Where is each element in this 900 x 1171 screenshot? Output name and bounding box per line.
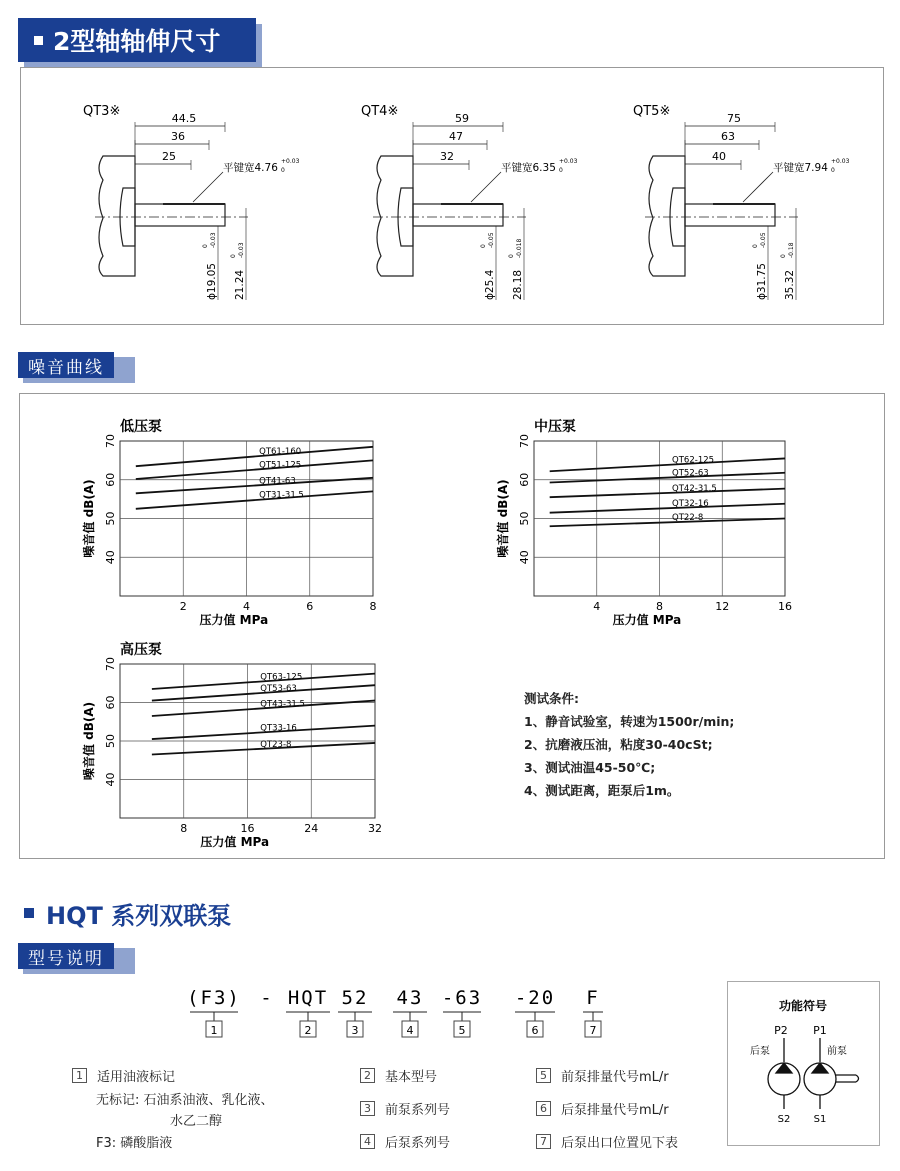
shaft-model-label: QT4※	[361, 104, 399, 119]
dimension-label: 47	[449, 130, 463, 143]
noise-curves-panel	[19, 393, 885, 859]
legend-text: 后泵出口位置见下表	[561, 1136, 679, 1151]
key-height-tolerance-upper: 0	[230, 254, 237, 258]
y-tick-label: 60	[104, 695, 117, 710]
number-box-label: 5	[458, 1024, 466, 1037]
chart-title: 中压泵	[534, 419, 576, 435]
series-label: QT22-8	[672, 513, 704, 524]
x-tick-label: 8	[180, 822, 188, 835]
pump-symbol	[728, 982, 879, 1145]
x-tick-label: 16	[240, 822, 255, 835]
model-code-part: F	[586, 987, 600, 1009]
shaft-outline	[413, 204, 503, 226]
legend-text: 基本型号	[385, 1070, 438, 1085]
port-s2-label: S2	[777, 1114, 791, 1125]
x-tick-label: 8	[369, 600, 377, 613]
number-box-label: 1	[210, 1024, 218, 1037]
chart-title: 高压泵	[120, 642, 162, 658]
diameter-tolerance-upper: 0	[480, 244, 487, 248]
x-tick-label: 8	[656, 600, 663, 613]
diameter-tolerance-lower: -0.03	[210, 232, 217, 248]
section-title: 型号说明	[28, 948, 104, 969]
series-line	[550, 519, 785, 527]
port-s1-label: S1	[813, 1114, 827, 1125]
y-tick-label: 40	[104, 550, 117, 565]
x-tick-label: 6	[306, 600, 314, 613]
legend-text: 后泵系列号	[385, 1136, 451, 1151]
series-line	[550, 489, 785, 498]
pump-body-outline	[649, 156, 685, 276]
x-tick-label: 32	[368, 822, 382, 835]
model-code-part: 52	[341, 987, 369, 1009]
front-pump-label: 前泵	[827, 1046, 847, 1057]
series-line	[136, 491, 373, 508]
key-leader-line	[193, 172, 223, 202]
legend-text: 后泵排量代号mL/r	[561, 1103, 669, 1118]
legend-text: 适用油液标记	[97, 1070, 176, 1085]
condition-item: 1、静音试验室，转速为1500r/min;	[524, 714, 735, 729]
key-width-label: 平键宽6.35	[501, 162, 556, 174]
dimension-label: 25	[162, 150, 176, 163]
key-tolerance-upper: +0.03	[831, 158, 850, 165]
legend-text: 水乙二醇	[170, 1114, 223, 1129]
key-leader-line	[471, 172, 501, 202]
series-label: QT31-31.5	[259, 490, 304, 501]
key-tolerance-lower: 0	[281, 167, 285, 174]
y-axis-label: 噪音值 dB(A)	[82, 479, 96, 558]
y-tick-label: 40	[518, 550, 531, 565]
noise-chart	[81, 418, 377, 627]
model-code-part: (F3)	[187, 987, 241, 1009]
x-tick-label: 2	[179, 600, 187, 613]
x-tick-label: 24	[304, 822, 319, 835]
section-header-model	[18, 943, 114, 969]
shaft-model-label: QT5※	[633, 104, 671, 119]
y-tick-label: 60	[104, 472, 117, 487]
series-line	[136, 478, 373, 494]
dimension-label: 40	[712, 150, 726, 163]
key-height-tolerance-upper: 0	[780, 254, 787, 258]
y-tick-label: 50	[518, 511, 531, 526]
dimension-label: 36	[171, 130, 185, 143]
shaft-drawings-panel	[20, 67, 884, 325]
series-label: QT63-125	[260, 672, 303, 683]
model-code-part: -	[260, 987, 274, 1009]
y-tick-label: 70	[104, 657, 117, 671]
diameter-tolerance-lower: -0.05	[488, 232, 495, 248]
key-width-label: 平键宽7.94	[773, 162, 828, 174]
key-height-tolerance-upper: 0	[508, 254, 515, 258]
x-tick-label: 4	[243, 600, 250, 613]
symbol-title: 功能符号	[778, 999, 828, 1013]
key-height-label: 21.24	[234, 269, 246, 300]
y-tick-label: 50	[104, 511, 117, 526]
number-box-label: 2	[304, 1024, 312, 1037]
noise-charts	[20, 394, 884, 858]
shaft-drawing	[83, 104, 300, 300]
port-p2-label: P2	[774, 1024, 788, 1037]
series-line	[550, 455, 785, 471]
key-height-label: 35.32	[784, 269, 796, 300]
legend-number: 5	[536, 1068, 551, 1083]
legend-text: F3: 磷酸脂液	[96, 1136, 173, 1151]
pump-body-outline	[377, 156, 413, 276]
dimension-label: 32	[440, 150, 454, 163]
legend-item	[536, 1099, 669, 1118]
series-label: QT32-16	[672, 499, 709, 510]
legend-number: 3	[360, 1101, 375, 1116]
diameter-tolerance-upper: 0	[752, 244, 759, 248]
noise-chart	[81, 641, 382, 849]
series-label: QT53-63	[260, 684, 297, 695]
series-label: QT43-31.5	[260, 699, 305, 710]
condition-item: 4、测试距离，距泵后1m。	[524, 783, 680, 798]
noise-chart	[495, 418, 792, 627]
x-axis-label: 压力值 MPa	[612, 613, 682, 627]
x-tick-label: 16	[778, 600, 792, 613]
dimension-label: 59	[455, 112, 469, 125]
series-label: QT51-125	[259, 460, 302, 471]
diameter-label: ϕ19.05	[206, 263, 218, 300]
model-code-part: HQT	[287, 987, 329, 1009]
series-label: QT33-16	[260, 723, 297, 734]
key-tolerance-upper: +0.03	[281, 158, 300, 165]
diameter-tolerance-lower: -0.05	[760, 232, 767, 248]
x-tick-label: 4	[593, 600, 601, 613]
section-header-hqt	[24, 898, 231, 928]
legend-number: 1	[72, 1068, 87, 1083]
bullet-square-icon	[34, 36, 43, 45]
legend-text: 前泵排量代号mL/r	[561, 1070, 669, 1085]
y-tick-label: 70	[104, 434, 117, 448]
legend-item	[536, 1132, 678, 1151]
condition-item: 3、测试油温45-50℃;	[524, 760, 656, 775]
dimension-label: 44.5	[171, 112, 197, 125]
key-height-label: 28.18	[512, 269, 524, 300]
key-width-label: 平键宽4.76	[223, 162, 278, 174]
key-leader-line	[743, 172, 773, 202]
y-tick-label: 50	[104, 734, 117, 748]
series-label: QT41-63	[259, 476, 296, 487]
y-axis-label: 噪音值 dB(A)	[496, 479, 510, 558]
shaft-outline	[685, 204, 775, 226]
number-box-label: 6	[531, 1024, 539, 1037]
section-title: HQT 系列双联泵	[46, 901, 232, 930]
legend-item	[360, 1099, 450, 1118]
condition-item: 2、抗磨液压油，粘度30-40cSt;	[524, 737, 713, 752]
legend-item	[360, 1066, 437, 1085]
legend-item	[96, 1089, 274, 1108]
model-code-part: -20	[514, 987, 556, 1009]
key-height-tolerance-lower: -0.018	[516, 238, 523, 258]
dimension-label: 75	[727, 112, 741, 125]
model-code-part: -63	[441, 987, 483, 1009]
section-header-noise	[18, 352, 114, 378]
diameter-label: ϕ25.4	[484, 269, 496, 300]
shaft-drawing	[633, 104, 850, 300]
model-code	[180, 978, 620, 1050]
shaft-outline	[135, 204, 225, 226]
key-height-tolerance-lower: -0.03	[238, 242, 245, 258]
section-title: 2型轴轴伸尺寸	[53, 27, 221, 56]
port-p1-label: P1	[813, 1024, 827, 1037]
number-box-label: 4	[406, 1024, 414, 1037]
y-tick-label: 60	[518, 472, 531, 487]
legend-item	[96, 1132, 172, 1151]
legend-number: 4	[360, 1134, 375, 1149]
y-tick-label: 70	[518, 434, 531, 448]
y-axis-label: 噪音值 dB(A)	[82, 701, 96, 781]
x-tick-label: 12	[715, 600, 730, 613]
series-line	[550, 473, 785, 483]
series-label: QT62-125	[672, 455, 715, 466]
shaft-drawings	[21, 68, 883, 324]
legend-text: 前泵系列号	[385, 1103, 451, 1118]
legend-item	[360, 1132, 450, 1151]
bullet-square-icon	[24, 908, 34, 918]
number-box-label: 3	[351, 1024, 359, 1037]
rear-pump-label: 后泵	[750, 1046, 770, 1057]
shaft-model-label: QT3※	[83, 104, 121, 119]
number-box-label: 7	[589, 1024, 597, 1037]
x-axis-label: 压力值 MPa	[200, 835, 270, 849]
series-label: QT23-8	[260, 739, 292, 750]
legend-item	[536, 1066, 669, 1085]
legend-number: 7	[536, 1134, 551, 1149]
legend-text: 无标记: 石油系油液、乳化液、	[96, 1093, 274, 1108]
key-height-tolerance-lower: -0.18	[788, 242, 795, 258]
test-conditions	[524, 687, 734, 802]
section-title: 噪音曲线	[28, 357, 104, 378]
pump-body-outline	[99, 156, 135, 276]
legend-number: 6	[536, 1101, 551, 1116]
key-tolerance-upper: +0.03	[559, 158, 578, 165]
legend-number: 2	[360, 1068, 375, 1083]
conditions-title: 测试条件:	[524, 691, 579, 706]
key-tolerance-lower: 0	[831, 167, 835, 174]
series-label: QT52-63	[672, 468, 709, 479]
y-tick-label: 40	[104, 772, 117, 787]
series-line	[550, 504, 785, 513]
chart-title: 低压泵	[120, 419, 162, 435]
key-tolerance-lower: 0	[559, 167, 563, 174]
x-axis-label: 压力值 MPa	[199, 613, 269, 627]
series-label: QT42-31.5	[672, 483, 717, 494]
section-header-shaft	[18, 18, 256, 62]
legend-item	[170, 1110, 222, 1129]
diameter-tolerance-upper: 0	[202, 244, 209, 248]
shaft-drawing	[361, 104, 578, 300]
dimension-label: 63	[721, 130, 735, 143]
legend-item	[72, 1066, 175, 1085]
function-symbol-box	[727, 981, 880, 1146]
diameter-label: ϕ31.75	[756, 263, 768, 300]
model-code-part: 43	[396, 987, 424, 1009]
series-label: QT61-160	[259, 447, 302, 458]
